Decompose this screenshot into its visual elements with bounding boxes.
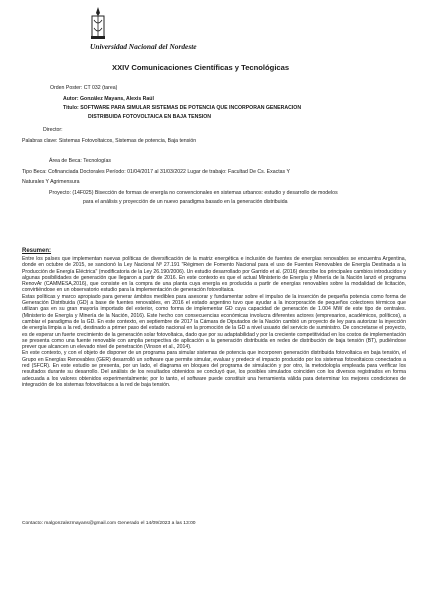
director-label: Director:	[43, 127, 63, 133]
proyecto-line2: para el análisis y proyección de un nuevo paradigma basado en la generación distribuida	[83, 199, 288, 205]
titulo-line1: SOFTWARE PARA SIMULAR SISTEMAS DE POTENCIA QUE INCORPORAN GENERACION	[80, 105, 302, 111]
orden-label: Orden Poster:	[50, 85, 83, 91]
tipo-value: Cofinanciada Doctorales Período: 01/04/2017 al 31/03/2022 Lugar de trabajo: Facultad De Cs. Exactas Y	[48, 169, 290, 175]
proyecto-line1: (14F025) Bisección de formas de energía no convencionales en sistemas urbanos: estudio y desarrollo de modelos	[72, 190, 338, 196]
contact-line: Contacto: malgonzalezmayans@gmail.com Generado el 14/09/2023 a las 13:00	[22, 521, 196, 526]
titulo-row	[63, 105, 301, 112]
university-logo-icon	[90, 6, 106, 40]
abstract-body	[22, 256, 406, 388]
autor-value: González Mayans, Alexis Raúl	[80, 96, 154, 102]
palabras-row	[22, 138, 196, 145]
proyecto-label: Proyecto:	[49, 190, 71, 196]
abstract-paragraph: Entre los países que implementan nuevas políticas de diversificación de la matriz energética e inclusión de fuentes de energías renovables se encuentra Argentina, donde en octubre de 2015, se sancionó la Ley Nacional Nº 27.191 "Régimen de Fomento Nacional para el uso de Fuentes Renovables de Energía Destinada a la Producción de Energía Eléctrica" (modificatoria de la Ley 26.190/2006). Un estudio desarrollado por Garrido et al. (2016) describe los principales cambios introducidos y algunas posibilidades de generación que llegaron a partir de 2016. En este contexto es que el actual Ministerio de Energía y Minería de la Nación lanzó el programa RenovAr (CAMMESA,2016), que consiste en la compra de una planta cuya energía es producida a partir de energías renovables sobre la modalidad de licitación, convirtiéndose en un observatorio estudio para la implementación de generación fotovoltaica.	[22, 256, 406, 294]
area-label: Área de Beca:	[49, 158, 82, 164]
tipo-label: Tipo Beca:	[22, 169, 47, 175]
palabras-value: Sistemas Fotovoltaicos, Sistemas de potencia, Baja tensión	[58, 138, 197, 144]
tipo-value2: Naturales Y Agrimensura	[22, 179, 80, 185]
orden-row	[50, 85, 117, 92]
area-value: Tecnologías	[83, 158, 111, 164]
palabras-label: Palabras clave:	[22, 138, 58, 144]
proyecto-row	[49, 190, 338, 197]
abstract-heading: Resumen:	[22, 248, 52, 254]
conference-title: XXIV Comunicaciones Científicas y Tecnológicas	[112, 63, 290, 72]
abstract-paragraph: En este contexto, y con el objeto de disponer de un programa para simular sistemas de potencia que incorporen generación distribuida fotovoltaica en baja tensión, el Grupo en Energías Renovables (GER) desarrolló un software que permite simular, evaluar y predecir el impacto producido por los sistemas fotovoltaicos conectados a red (SFCR). En este estudio se presenta, por un lado, el diagrama en bloques del programa de simulación y por otro, la metodología empleada para verificar los resultados durante su desarrollo. Del análisis de los resultados obtenidos se concluyó que, los posibles simulados coinciden con los diversos registrados en forma adecuada a los valores obtenidos experimentalmente; por lo tanto, el software puede constituir una herramienta válida para determinar los mejores condiciones de integración de los sistemas fotovoltaicos a la red de baja tensión.	[22, 350, 406, 388]
titulo-label: Titulo:	[63, 105, 79, 111]
abstract-paragraph: Estas políticas y marco apropiado para generar ámbitos medibles para asesorar y fundamentar sobre el impulso de la inserción de pequeña potencia como forma de Generación Distribuida (GD) a base de fuentes renovables, en 2016 el estado argentino tuvo que ayudar a la incorporación de pequeños colectores térmicos que utilizan gas en su gran mayoría importado del exterior, como forma de implementar GD cuya capacidad de generación de 1.004 MW de este tipo de centrales. (Ministerio de Energía y Minería de la Nación, 2016). Este hecho con consecuencias económicas involucra diferentes actores (empresarios, académicos, políticos), a cambiar el paradigma de la GD. En este contexto, en septiembre de 2017 la Cámara de Diputados de la Nación cambió un proyecto de ley para autorizar la inyección de energía limpia a la red, destinado a primer paso del estado nacional en la promoción de la GD a nivel usuario del servicio de suministro. De concretarse el proyecto, es de esperar un fuerte crecimiento de la generación solar fotovoltaica, dado que por su adaptabilidad y por la creciente competitividad en los costos de implementación se presenta como una fuente renovable con amplia perspectiva de aplicación a la generación distribuida en redes de distribución de baja tensión (BT), pudiéndose prever que alcancen un elevado nivel de penetración (Vinson et al., 2014).	[22, 293, 406, 351]
university-name: Universidad Nacional del Nordeste	[90, 42, 197, 51]
titulo-line2: DISTRIBUIDA FOTOVOLTAICA EN BAJA TENSION	[88, 114, 212, 120]
autor-row	[63, 96, 154, 103]
area-row	[49, 158, 111, 165]
autor-label: Autor:	[63, 96, 79, 102]
orden-value: CT 032 (tarea)	[83, 85, 118, 91]
tipo-row	[22, 169, 290, 176]
